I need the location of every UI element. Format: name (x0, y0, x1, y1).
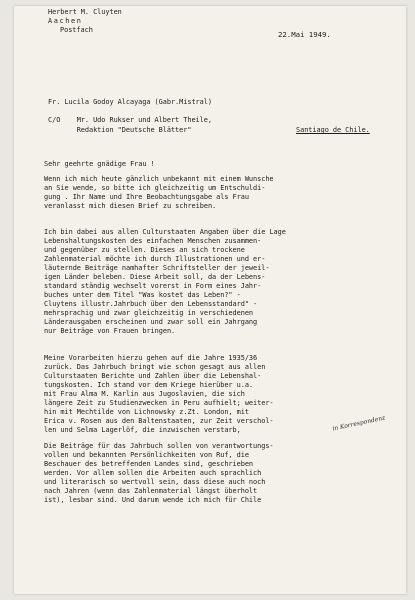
sender-postbox: Postfach (60, 26, 93, 34)
body-line: gung . Ihr Name und Ihre Beobachtungsgabe als Frau (44, 193, 249, 201)
body-line: läuternde Beiträge namhafter Schriftsteller der jeweil- (44, 264, 270, 272)
body-line: Die Beiträge für das Jahrbuch sollen von verantwortungs- (44, 442, 274, 450)
body-line: Zahlenmaterial möchte ich durch Illustrationen und er- (44, 255, 266, 263)
body-line: buches unter dem Titel "Was kostet das Leben?" - (44, 291, 241, 299)
body-line: tungskosten. Ich stand vor dem Kriege hierüber u.a. (44, 381, 254, 389)
body-line: werden. Vor allem sollen die Arbeiten auch sprachlich (44, 469, 262, 477)
recipient-place: Santiago de Chile. (296, 126, 370, 134)
body-line: Länderausgaben erscheinen und zwar soll ein Jahrgang (44, 318, 258, 326)
body-line: Cluytens illustr.Jahrbuch über den Lebensstandard" - (44, 300, 258, 308)
recipient-line-3: Redaktion "Deutsche Blätter" (48, 126, 192, 134)
body-line: hin mit Mechtilde von Lichnowsky z.Zt. London, mit (44, 408, 249, 416)
body-line: nur Beiträge von Frauen bringen. (44, 327, 176, 335)
body-line: ist), lesbar sind. Und darum wende ich mich für Chile (44, 496, 262, 504)
body-line: Erica v. Rosen aus den Baltenstaaten, zur Zeit verschol- (44, 417, 274, 425)
body-line: Ich bin dabei aus allen Culturstaaten Angaben über die Lage (44, 228, 286, 236)
body-line: zurück. Das Jahrbuch bringt wie schon gesagt aus allen (44, 363, 266, 371)
body-line: Culturstaaten Berichte und Zahlen über die Lebenshal- (44, 372, 262, 380)
body-line: standard ständig wechselt vorerst in Form eines Jahr- (44, 282, 262, 290)
recipient-line-1: Fr. Lucila Godoy Alcayaga (Gabr.Mistral) (48, 98, 212, 106)
body-line: und literarisch so wertvoll sein, dass diese auch noch (44, 478, 266, 486)
salutation: Sehr geehrte gnädige Frau ! (44, 160, 155, 168)
sender-name: Herbert M. Cluyten (48, 8, 122, 16)
body-line: an Sie wende, so bitte ich gleichzeitig um Entschuldi- (44, 184, 266, 192)
body-line: nach Jahren (wenn das Zahlenmaterial längst überholt (44, 487, 258, 495)
recipient-line-2: C/O Mr. Udo Rukser und Albert Theile, (48, 116, 212, 124)
body-line: Beschauer des betreffenden Landes sind, geschrieben (44, 460, 254, 468)
body-line: mehrsprachig und zwar gleichzeitig in verschiedenen (44, 309, 254, 317)
body-line: igen Länder beleben. Diese Arbeit soll, da der Lebens- (44, 273, 266, 281)
body-line: vollen und bekannten Persönlichkeiten von Ruf, die (44, 451, 249, 459)
body-line: Wenn ich mich heute gänzlich unbekannt mit einem Wunsche (44, 175, 274, 183)
body-line: Meine Vorarbeiten hierzu gehen auf die Jahre 1935/36 (44, 354, 258, 362)
body-line: und gegenüber zu stellen. Dieses an sich trockene (44, 246, 245, 254)
handwritten-annotation: in Korrespondenz (331, 414, 386, 433)
body-line: längere Zeit zu Studienzwecken in Peru aufhielt; weiter- (44, 399, 274, 407)
letter-date: 22.Mai 1949. (278, 30, 331, 39)
letter-page (14, 6, 406, 594)
body-line: Lebenshaltungskosten des einfachen Menschen zusammen- (44, 237, 262, 245)
body-line: mit Frau Alma M. Karlin aus Jugoslavien, die sich (44, 390, 245, 398)
body-line: len und Selma Lagerlöf, die inzwischen verstarb, (44, 426, 241, 434)
body-line: veranlasst mich diesen Brief zu schreiben. (44, 202, 217, 210)
sender-city: Aachen (48, 17, 83, 25)
